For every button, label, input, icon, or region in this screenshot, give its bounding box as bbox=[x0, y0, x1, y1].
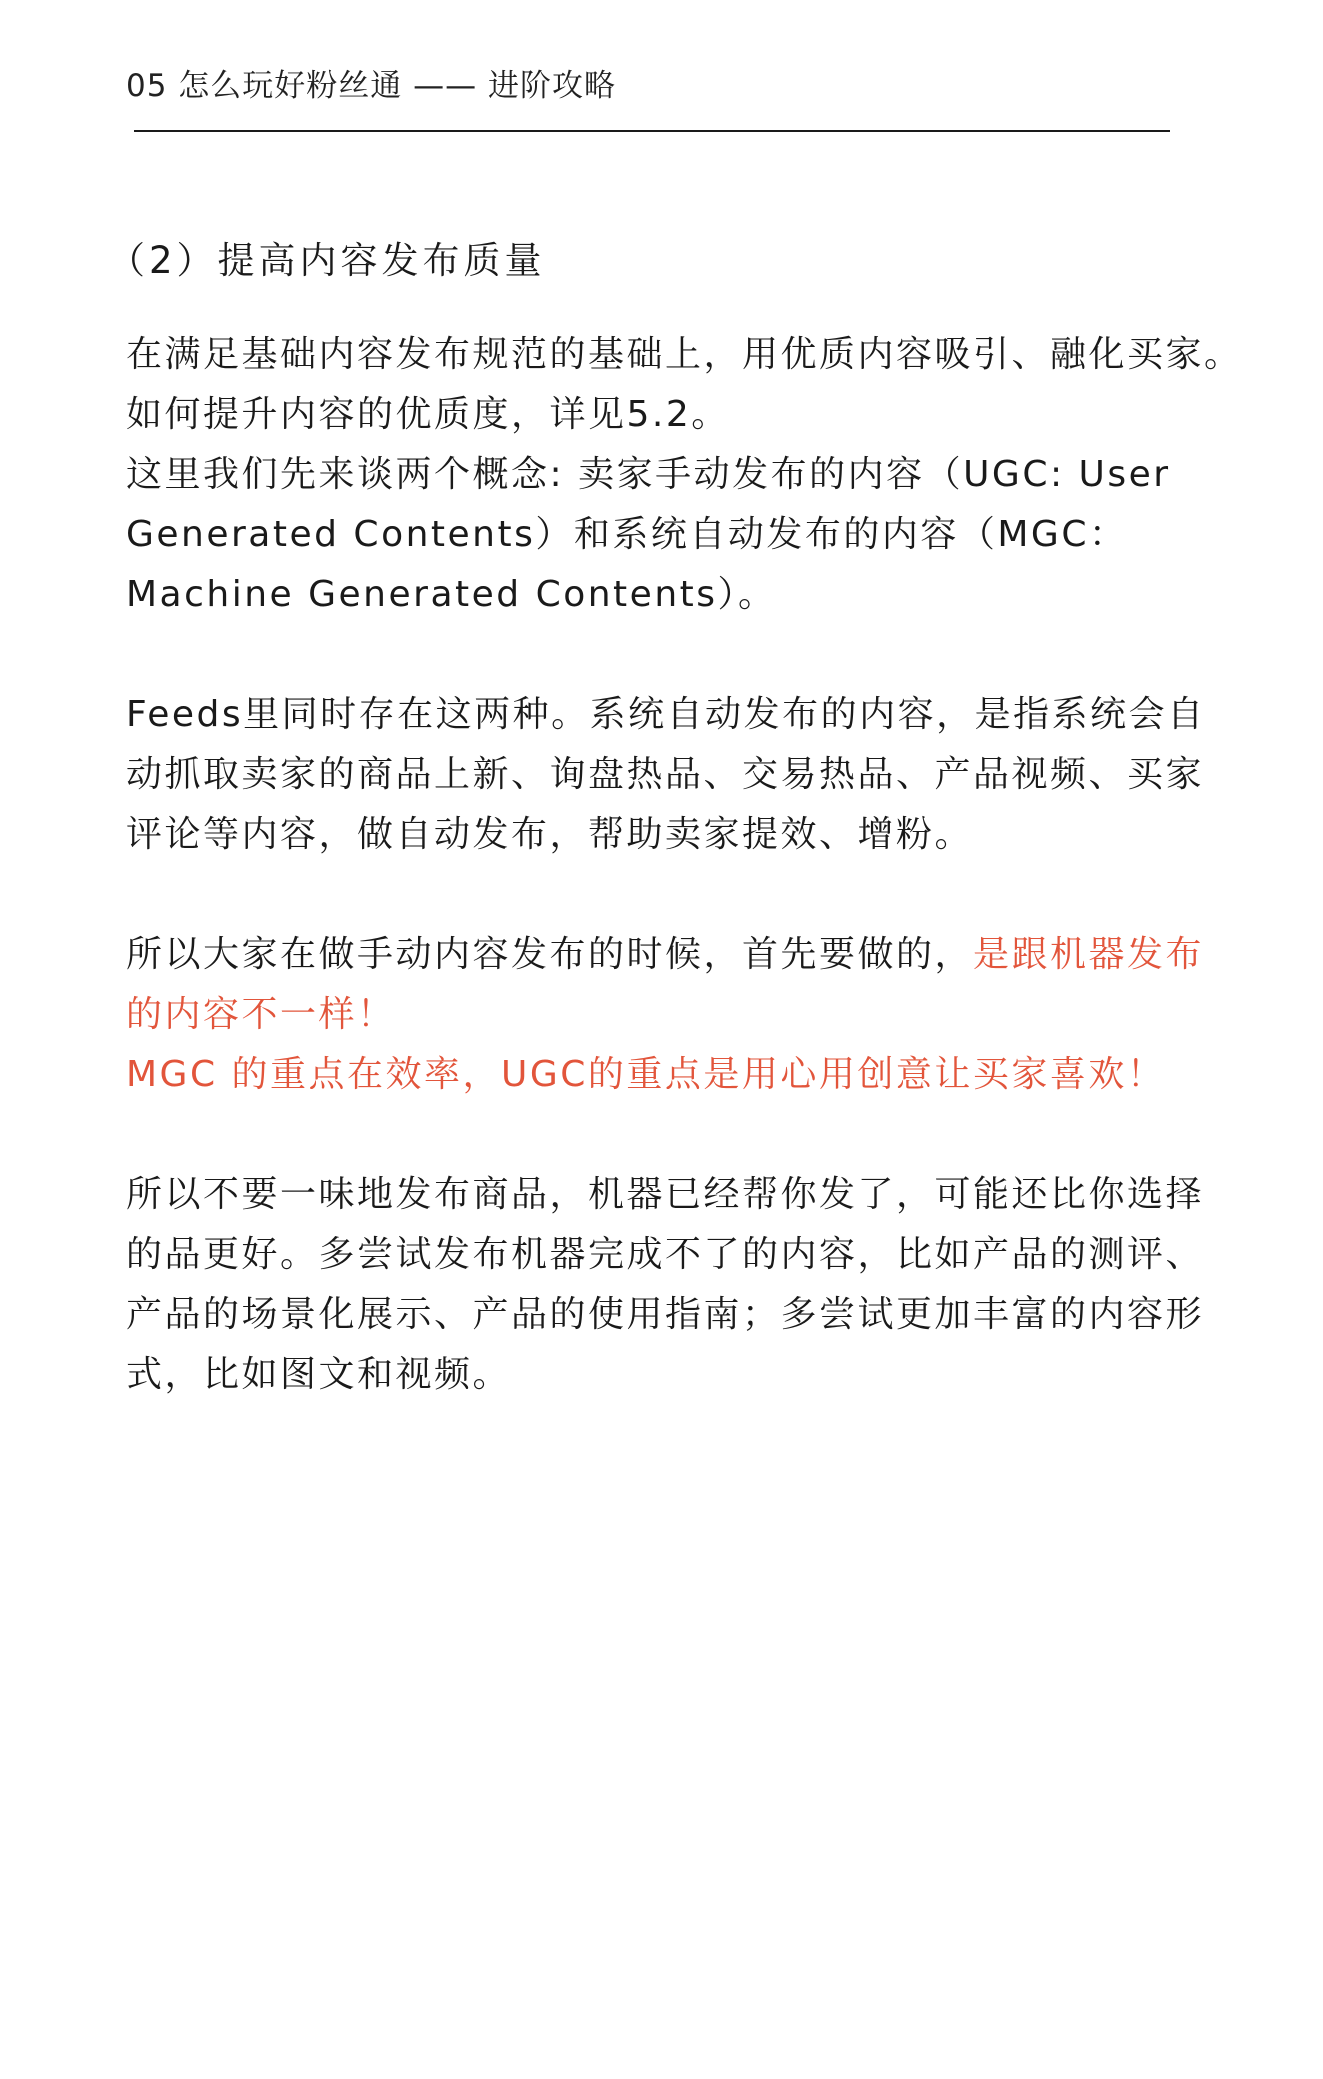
paragraph-line: 评论等内容，做自动发布，帮助卖家提效、增粉。 bbox=[126, 814, 974, 855]
highlight-line: MGC 的重点在效率，UGC的重点是用心用创意让买家喜欢！ bbox=[126, 1054, 1166, 1095]
paragraph-line: Feeds里同时存在这两种。系统自动发布的内容，是指系统会自 bbox=[126, 694, 1206, 735]
paragraph-spacer bbox=[126, 1105, 1236, 1165]
highlight-text: 是跟机器发布 bbox=[973, 934, 1205, 975]
paragraph-line: 产品的场景化展示、产品的使用指南；多尝试更加丰富的内容形 bbox=[126, 1294, 1205, 1335]
paragraph-line: 如何提升内容的优质度，详见5.2。 bbox=[126, 394, 730, 435]
paragraph-1 bbox=[126, 325, 1243, 625]
paragraph-3 bbox=[126, 925, 1236, 1105]
highlight-line: 的内容不一样！ bbox=[126, 994, 396, 1035]
paragraph-line: 所以不要一味地发布商品，机器已经帮你发了，可能还比你选择 bbox=[126, 1174, 1205, 1215]
paragraph-line: 的品更好。多尝试发布机器完成不了的内容，比如产品的测评、 bbox=[126, 1234, 1205, 1275]
paragraph-line: Generated Contents）和系统自动发布的内容（MGC： bbox=[126, 514, 1128, 555]
section-title: （2）提高内容发布质量 bbox=[108, 239, 546, 282]
paragraph-line bbox=[126, 925, 1236, 985]
paragraph-line: 式，比如图文和视频。 bbox=[126, 1354, 512, 1395]
header-divider bbox=[134, 130, 1170, 132]
paragraph-line: 动抓取卖家的商品上新、询盘热品、交易热品、产品视频、买家 bbox=[126, 754, 1205, 795]
paragraph-line: 在满足基础内容发布规范的基础上，用优质内容吸引、融化买家。 bbox=[126, 334, 1243, 375]
paragraph-spacer bbox=[126, 625, 1236, 685]
paragraph-4 bbox=[126, 1165, 1236, 1405]
paragraph-spacer bbox=[126, 865, 1236, 925]
body-content bbox=[126, 325, 1243, 1405]
plain-text: 所以大家在做手动内容发布的时候，首先要做的， bbox=[126, 934, 974, 975]
paragraph-2 bbox=[126, 685, 1236, 865]
paragraph-line: 这里我们先来谈两个概念: 卖家手动发布的内容（UGC: User bbox=[126, 454, 1171, 495]
page-header-title: 05 怎么玩好粉丝通 —— 进阶攻略 bbox=[126, 68, 617, 104]
paragraph-line: Machine Generated Contents）。 bbox=[126, 574, 777, 615]
